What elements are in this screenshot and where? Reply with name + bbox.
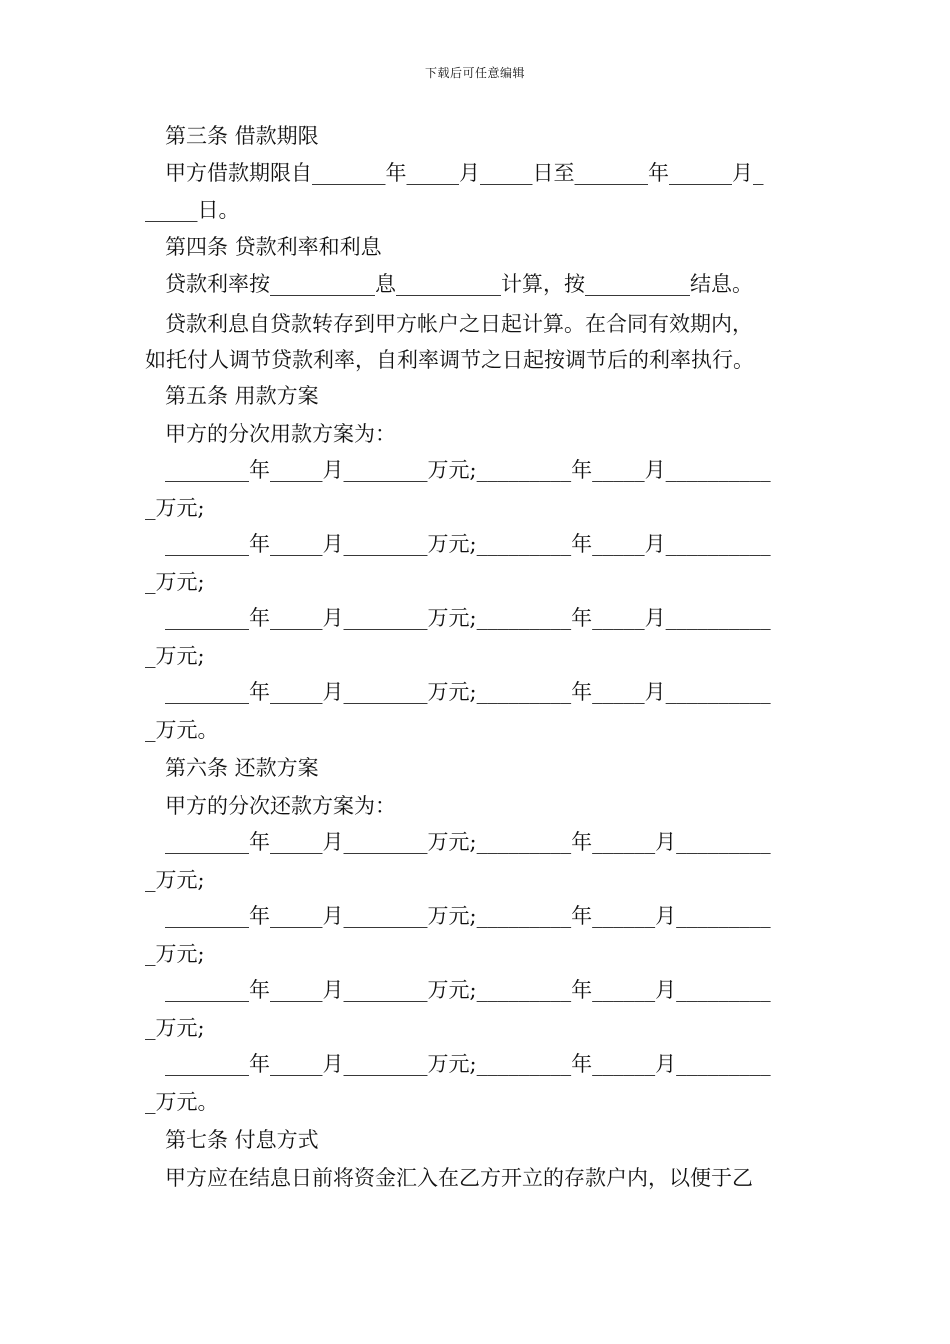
text-line: _万元。 [145,1090,219,1114]
text-line: 甲方的分次还款方案为： [165,794,396,818]
text-line: _____日。 [145,198,240,222]
text-line: _万元; [145,570,205,594]
text-line: ________年_____月________万元;_________年______月_________ [165,1052,771,1076]
text-line: 如托付人调节贷款利率，自利率调节之日起按调节后的利率执行。 [145,348,754,372]
text-line: _万元; [145,868,205,892]
article-3-heading: 第三条 借款期限 [165,124,319,148]
text-line: ________年_____月________万元;_________年_____月__________ [165,680,771,704]
article-5-heading: 第五条 用款方案 [165,384,319,408]
text-line: 甲方的分次用款方案为： [165,422,396,446]
page-header: 下载后可任意编辑 [424,66,525,80]
text-line: ________年_____月________万元;_________年_____月__________ [165,532,771,556]
article-4-heading: 第四条 贷款利率和利息 [165,235,382,259]
text-line: _万元; [145,1016,205,1040]
text-line: 贷款利息自贷款转存到甲方帐户之日起计算。在合同有效期内， [165,312,753,336]
text-line: ________年_____月________万元;_________年______月_________ [165,978,771,1002]
text-line: ________年_____月________万元;_________年______月_________ [165,830,771,854]
text-line: _万元; [145,496,205,520]
text-line: 贷款利率按__________息__________计算，按__________结息。 [165,272,753,296]
text-line: ________年_____月________万元;_________年_____月__________ [165,606,771,630]
article-7-heading: 第七条 付息方式 [165,1128,319,1152]
text-line: _万元; [145,644,205,668]
text-line: _万元; [145,942,205,966]
text-line: ________年_____月________万元;_________年_____月__________ [165,458,771,482]
text-line: ________年_____月________万元;_________年______月_________ [165,904,771,928]
article-6-heading: 第六条 还款方案 [165,756,319,780]
text-line: 甲方应在结息日前将资金汇入在乙方开立的存款户内，以便于乙 [165,1166,753,1190]
text-line: _万元。 [145,718,219,742]
text-line: 甲方借款期限自_______年_____月_____日至_______年______月_ [165,161,764,185]
